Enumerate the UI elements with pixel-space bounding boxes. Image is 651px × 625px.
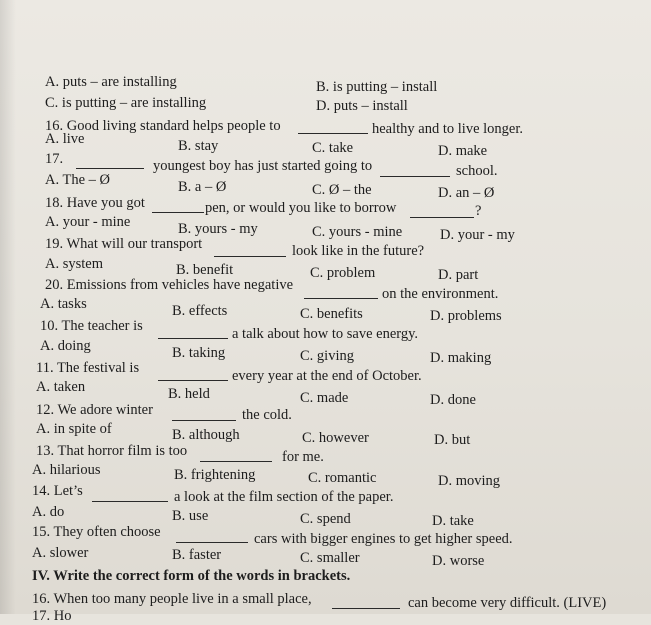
answer-blank — [172, 420, 236, 421]
question-11-stem-end: every year at the end of October. — [232, 368, 422, 384]
question-14-option-a: A. do — [32, 504, 65, 520]
question-13-stem: 13. That horror film is too — [36, 443, 188, 459]
question-15-option-d: D. worse — [432, 553, 485, 569]
question-15-option-c: C. smaller — [300, 550, 360, 566]
question-20-stem-end: on the environment. — [382, 286, 499, 302]
question-10-stem: 10. The teacher is — [40, 318, 143, 334]
question-20-option-a: A. tasks — [40, 296, 87, 312]
question-14-option-b: B. use — [172, 508, 209, 524]
question-18-option-c: C. yours - mine — [312, 224, 403, 240]
question-13-option-d: D. moving — [438, 473, 501, 489]
question-20-stem: 20. Emissions from vehicles have negative — [45, 277, 294, 293]
answer-blank — [410, 217, 474, 218]
prev-option-d: D. puts – install — [316, 98, 408, 114]
question-14-stem-end: a look at the film section of the paper. — [174, 489, 394, 505]
prev-option-a: A. puts – are installing — [45, 74, 177, 90]
question-15-stem-end: cars with bigger engines to get higher speed. — [254, 531, 513, 547]
question-18-option-d: D. your - my — [440, 227, 515, 243]
question-18-stem: 18. Have you got — [45, 195, 145, 211]
question-20-option-c: C. benefits — [300, 306, 363, 322]
question-20-option-b: B. effects — [172, 303, 228, 319]
question-17-stem: youngest boy has just started going to — [153, 158, 373, 174]
question-17-option-c: C. Ø – the — [312, 182, 372, 198]
question-14-option-c: C. spend — [300, 511, 351, 527]
prev-option-c: C. is putting – are installing — [45, 95, 207, 111]
question-11-stem: 11. The festival is — [36, 360, 140, 376]
question-12-option-c: C. however — [302, 430, 369, 446]
question-18-option-b: B. yours - my — [178, 221, 258, 237]
question-15-option-a: A. slower — [32, 545, 89, 561]
question-11-option-d: D. done — [430, 392, 476, 408]
answer-blank — [200, 461, 272, 462]
question-17-option-d: D. an – Ø — [438, 185, 495, 201]
question-19-stem: 19. What will our transport — [45, 236, 203, 252]
answer-blank — [92, 501, 168, 502]
question-15-stem: 15. They often choose — [32, 524, 161, 540]
question-10-option-a: A. doing — [40, 338, 91, 354]
question-15-option-b: B. faster — [172, 547, 222, 563]
question-16-option-a: A. live — [45, 131, 85, 147]
question-14-option-d: D. take — [432, 513, 474, 529]
question-12-stem: 12. We adore winter — [36, 402, 153, 418]
question-12-stem-end: the cold. — [242, 407, 292, 423]
answer-blank — [214, 256, 286, 257]
question-20-option-d: D. problems — [430, 308, 502, 324]
question-18-option-a: A. your - mine — [45, 214, 131, 230]
question-17-option-a: A. The – Ø — [45, 172, 110, 188]
question-13-option-b: B. frightening — [174, 467, 256, 483]
question-19-option-c: C. problem — [310, 265, 376, 281]
question-19-stem-end: look like in the future? — [292, 243, 425, 259]
answer-blank — [176, 542, 248, 543]
word-form-question-16: 16. When too many people live in a small place, — [32, 591, 312, 607]
question-19-option-d: D. part — [438, 267, 479, 283]
question-19-option-b: B. benefit — [176, 262, 234, 278]
question-13-stem-end: for me. — [282, 449, 324, 465]
question-10-option-b: B. taking — [172, 345, 226, 361]
question-10-stem-end: a talk about how to save energy. — [232, 326, 419, 342]
question-12-option-a: A. in spite of — [36, 421, 112, 437]
question-17-stem-end: school. — [456, 163, 498, 179]
question-17-option-b: B. a – Ø — [178, 179, 227, 195]
answer-blank — [298, 133, 368, 134]
question-11-option-b: B. held — [168, 386, 210, 402]
question-11-option-c: C. made — [300, 390, 349, 406]
question-13-option-a: A. hilarious — [32, 462, 101, 478]
answer-blank — [152, 212, 204, 213]
prev-option-b: B. is putting – install — [316, 79, 438, 95]
answer-blank — [76, 168, 144, 169]
answer-blank — [158, 380, 228, 381]
section-iv-heading: IV. Write the correct form of the words in brackets. — [32, 568, 351, 584]
question-12-option-d: D. but — [434, 432, 471, 448]
question-10-option-d: D. making — [430, 350, 492, 366]
question-17-number: 17. — [45, 151, 64, 167]
word-form-question-16-end: can become very difficult. (LIVE) — [408, 595, 607, 611]
question-19-option-a: A. system — [45, 256, 103, 272]
answer-blank — [304, 298, 378, 299]
question-16-stem-end: healthy and to live longer. — [372, 121, 524, 137]
question-12-option-b: B. although — [172, 427, 240, 443]
question-16-option-b: B. stay — [178, 138, 219, 154]
answer-blank — [332, 608, 400, 609]
question-16-option-d: D. make — [438, 143, 488, 159]
answer-blank — [380, 176, 450, 177]
question-14-stem: 14. Let’s — [32, 483, 83, 499]
question-18-stem-mid: pen, or would you like to borrow — [205, 200, 397, 216]
question-11-option-a: A. taken — [36, 379, 86, 395]
question-16-stem: 16. Good living standard helps people to — [45, 118, 281, 134]
page-fold-shadow — [0, 0, 16, 614]
question-16-option-c: C. take — [312, 140, 354, 156]
answer-blank — [158, 338, 228, 339]
question-18-stem-end: ? — [475, 203, 482, 219]
question-10-option-c: C. giving — [300, 348, 354, 364]
word-form-question-17-cut: 17. Ho — [32, 608, 72, 624]
question-13-option-c: C. romantic — [308, 470, 377, 486]
